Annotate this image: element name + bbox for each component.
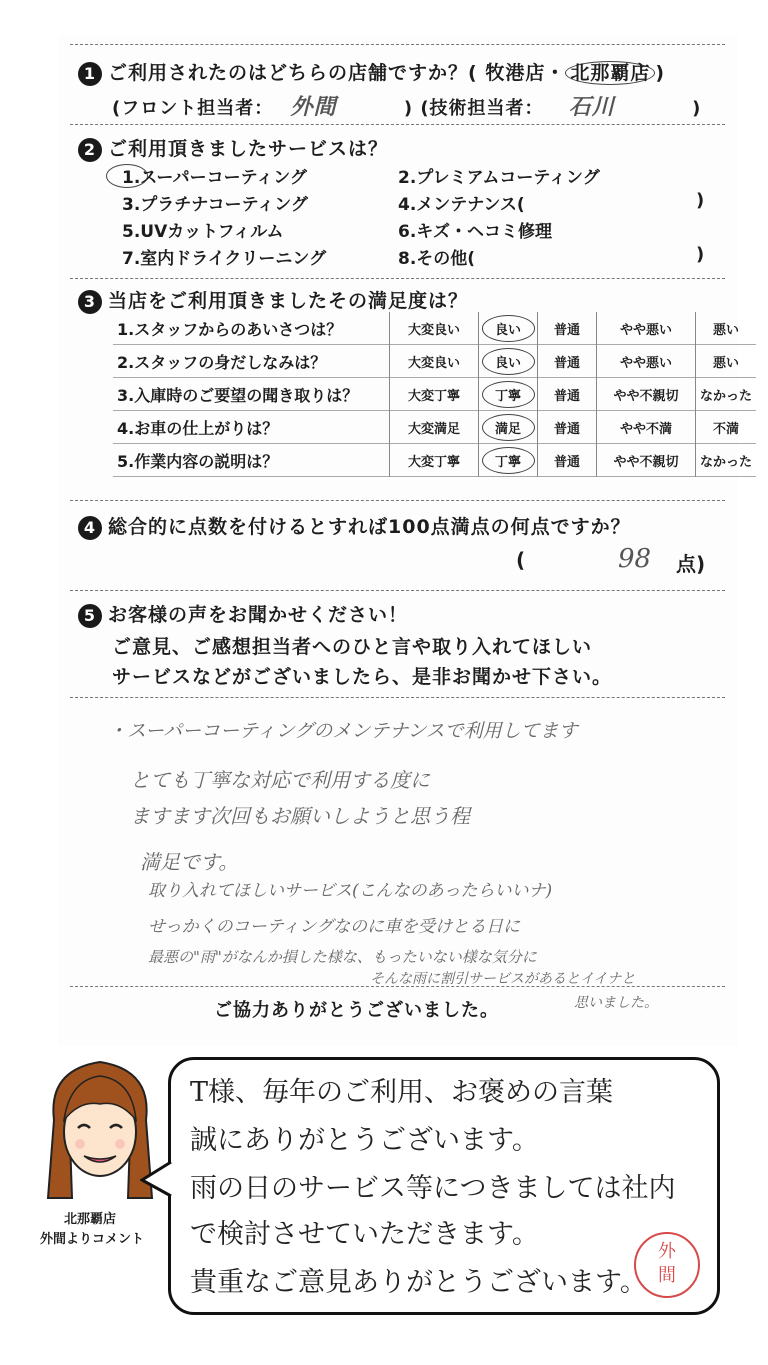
service-option-8: 8.その他( <box>398 249 476 269</box>
name-stamp <box>634 1232 700 1298</box>
front-staff-value: 外間 <box>290 94 337 120</box>
rating-option-selected: 良い <box>479 312 538 345</box>
option-8-close: ) <box>696 244 705 265</box>
divider <box>70 986 725 987</box>
customer-comment: ますます次回もお願いしようと思う程 <box>130 804 470 828</box>
table-row <box>113 378 756 411</box>
service-option-1: 1.スーパーコーティング <box>122 168 307 188</box>
rating-option-selected: 満足 <box>479 411 538 444</box>
reply-line: 誠にありがとうございます。 <box>190 1125 539 1156</box>
table-row <box>113 444 756 477</box>
score-open: ( <box>516 548 526 572</box>
rating-option-selected: 良い <box>479 345 538 378</box>
q2-text: ご利用頂きましたサービスは？ <box>108 138 389 160</box>
rating-option: 普通 <box>538 444 597 477</box>
score-value: 98 <box>618 544 652 574</box>
rating-option: やや悪い <box>597 345 696 378</box>
rating-option: なかった <box>696 444 757 477</box>
tech-staff-value: 石川 <box>568 94 615 120</box>
q1-number: 1 <box>78 62 102 86</box>
store-makiminato: 牧港店 <box>485 62 546 84</box>
rating-option: 普通 <box>538 345 597 378</box>
customer-comment: 満足です。 <box>140 850 239 874</box>
customer-comment: 取り入れてほしいサービス(こんなのあったらいいナ) <box>148 881 553 901</box>
q5-line <box>78 600 408 628</box>
service-option-3: 3.プラチナコーティング <box>122 195 308 215</box>
customer-comment: そんな雨に割引サービスがあるとイイナと <box>370 971 636 987</box>
stamp-char: 間 <box>658 1265 676 1286</box>
rating-option: 悪い <box>696 345 757 378</box>
customer-comment: 最悪の"雨"がなんか損した様な、もったいない様な気分に <box>148 948 537 966</box>
satisfaction-table <box>113 312 756 477</box>
q1-text: ご利用されたのはどちらの店舗ですか？( <box>108 62 478 84</box>
service-option-4: 4.メンテナンス( <box>398 195 525 215</box>
q3-number: 3 <box>78 290 102 314</box>
staff-comment-label: 外間よりコメント <box>40 1232 145 1247</box>
q5-desc-2: サービスなどがございましたら、是非お聞かせ下さい。 <box>112 666 613 688</box>
divider <box>70 278 725 279</box>
q2-number: 2 <box>78 138 102 162</box>
rating-option: やや不親切 <box>597 444 696 477</box>
q5-desc-1: ご意見、ご感想担当者へのひと言や取り入れてほしい <box>112 636 593 658</box>
service-option-5: 5.UVカットフィルム <box>122 222 284 242</box>
q1-staff-line <box>112 90 701 121</box>
front-staff-label: (フロント担当者： <box>112 98 274 119</box>
customer-comment: ・スーパーコーティングのメンテナンスで利用してます <box>108 720 578 742</box>
q2-line <box>78 134 388 162</box>
reply-line: で検討させていただきます。 <box>190 1219 539 1250</box>
divider <box>70 500 725 501</box>
q3-text: 当店をご利用頂きましたその満足度は？ <box>108 290 469 312</box>
customer-comment: とても丁寧な対応で利用する度に <box>130 768 430 792</box>
option-4-close: ) <box>696 190 705 211</box>
rating-option: 大変良い <box>390 312 479 345</box>
table-row <box>113 345 756 378</box>
q4-text: 総合的に点数を付けるとすれば100点満点の何点ですか？ <box>108 516 631 538</box>
rating-option: 大変満足 <box>390 411 479 444</box>
bubble-tail-icon <box>140 1160 174 1200</box>
q5-title: お客様の声をお聞かせください！ <box>108 604 409 626</box>
rating-option: 不満 <box>696 411 757 444</box>
reply-line: 貴重なご意見ありがとうございます。 <box>190 1267 647 1298</box>
stamp-char: 外 <box>658 1241 676 1262</box>
q5-number: 5 <box>78 604 102 628</box>
separator-dot: ・ <box>545 62 566 84</box>
table-row <box>113 312 756 345</box>
store-kitanaha: 北那覇店 <box>565 61 655 85</box>
tech-staff-label: (技術担当者： <box>420 98 544 119</box>
q4-number: 4 <box>78 516 102 540</box>
divider <box>70 124 725 125</box>
q4-line <box>78 512 631 540</box>
rating-option: 普通 <box>538 312 597 345</box>
staff-store: 北那覇店 <box>64 1212 117 1227</box>
rating-option: 大変丁寧 <box>390 444 479 477</box>
rating-option: 普通 <box>538 378 597 411</box>
rating-option: やや不親切 <box>597 378 696 411</box>
service-option-6: 6.キズ・ヘコミ修理 <box>398 222 552 242</box>
rating-option: 大変良い <box>390 345 479 378</box>
customer-comment: 思いました。 <box>574 995 658 1011</box>
rating-option-selected: 丁寧 <box>479 378 538 411</box>
thanks-message: ご協力ありがとうございました。 <box>214 1000 499 1021</box>
front-staff-close: ) <box>403 98 414 119</box>
rating-option: 普通 <box>538 411 597 444</box>
reply-line: T様、毎年のご利用、お褒めの言葉 <box>190 1077 614 1108</box>
service-option-7: 7.室内ドライクリーニング <box>122 249 327 269</box>
rating-question: 1.スタッフからのあいさつは？ <box>117 319 343 339</box>
rating-question: 3.入庫時のご要望の聞き取りは？ <box>117 385 359 405</box>
rating-option: やや不満 <box>597 411 696 444</box>
q1-close: ) <box>655 62 666 84</box>
rating-question: 5.作業内容の説明は？ <box>117 451 279 471</box>
table-row <box>113 411 756 444</box>
score-unit: 点) <box>676 552 706 576</box>
rating-option-selected: 丁寧 <box>479 444 538 477</box>
divider <box>70 697 725 698</box>
rating-option: やや悪い <box>597 312 696 345</box>
rating-option: 大変丁寧 <box>390 378 479 411</box>
rating-question: 4.お車の仕上がりは？ <box>117 418 279 438</box>
rating-option: なかった <box>696 378 757 411</box>
reply-line: 雨の日のサービス等につきましては社内 <box>190 1173 676 1204</box>
q1-line <box>78 58 665 86</box>
divider <box>70 590 725 591</box>
tech-staff-close: ) <box>692 98 702 119</box>
rating-option: 悪い <box>696 312 757 345</box>
customer-comment: せっかくのコーティングなのに車を受けとる日に <box>148 917 520 937</box>
service-option-2: 2.プレミアムコーティング <box>398 168 600 188</box>
q3-line <box>78 286 468 314</box>
rating-question: 2.スタッフの身だしなみは？ <box>117 352 327 372</box>
divider <box>70 44 725 45</box>
